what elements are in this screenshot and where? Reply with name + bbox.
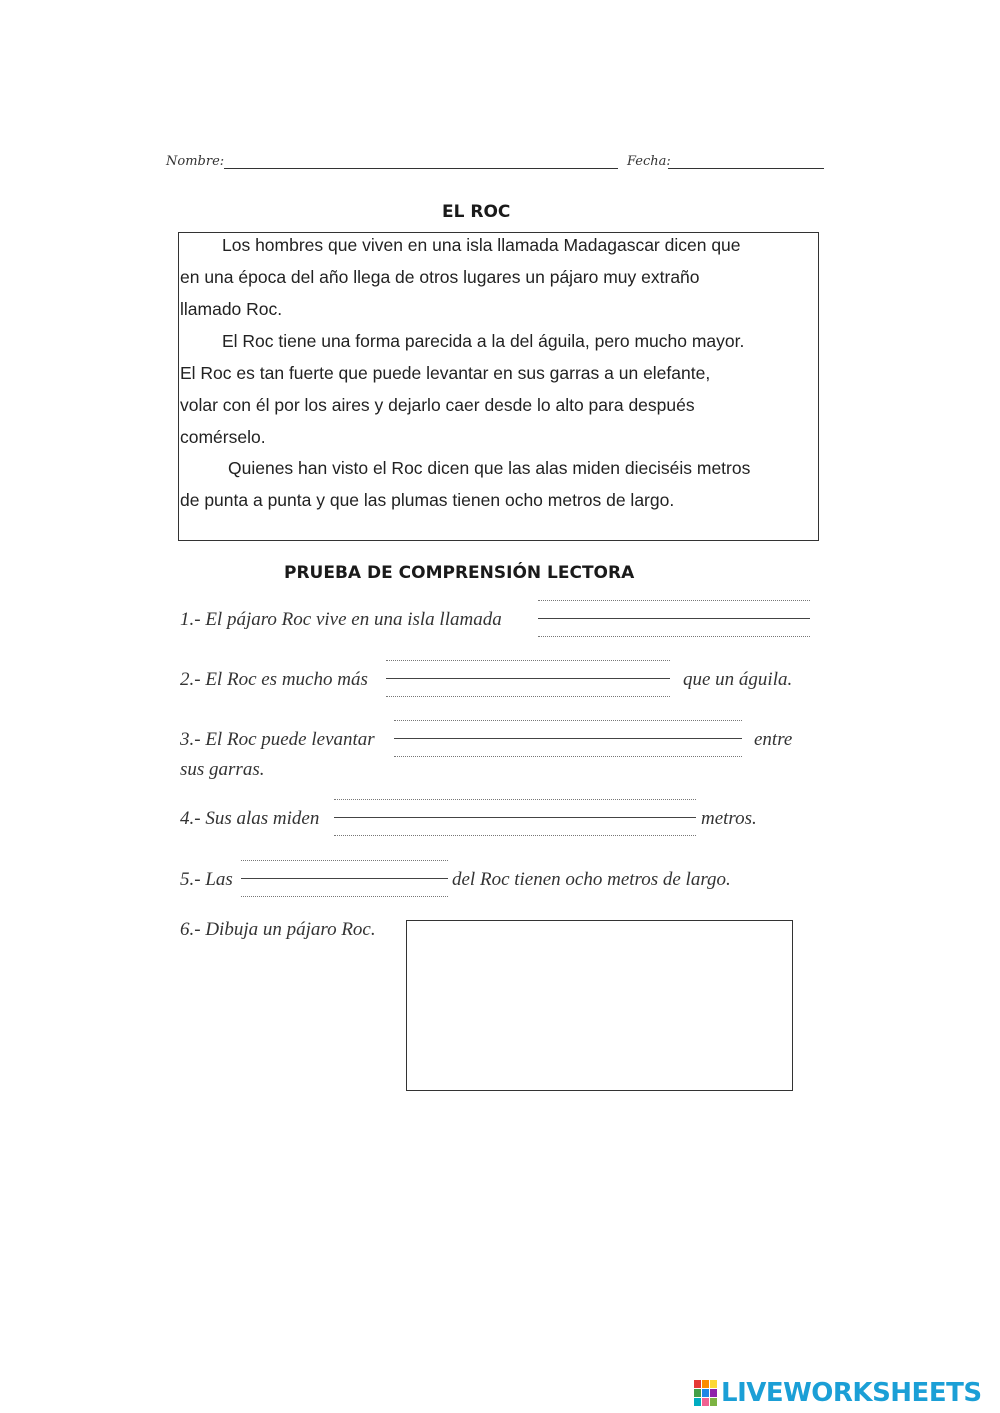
story-line: llamado Roc.	[180, 299, 283, 319]
logo-square	[710, 1398, 717, 1406]
logo-square	[702, 1389, 709, 1397]
liveworksheets-logo	[694, 1376, 982, 1410]
logo-square	[694, 1389, 701, 1397]
story-line: volar con él por los aires y dejarlo caer desde lo alto para después	[180, 395, 695, 415]
question-2-end: que un águila.	[683, 669, 793, 690]
logo-square	[710, 1380, 717, 1388]
logo-square	[702, 1398, 709, 1406]
question-4: 4.- Sus alas miden	[180, 808, 320, 829]
logo-icon	[694, 1380, 717, 1406]
question-3-end: entre	[754, 729, 793, 750]
date-field[interactable]	[668, 168, 824, 169]
name-field[interactable]	[224, 168, 618, 169]
story-line: Quienes han visto el Roc dicen que las alas miden dieciséis metros	[228, 458, 751, 478]
question-6: 6.- Dibuja un pájaro Roc.	[180, 919, 376, 940]
story-line: El Roc tiene una forma parecida a la del águila, pero mucho mayor.	[222, 331, 745, 351]
answer-3-field[interactable]	[394, 720, 742, 758]
story-line: comérselo.	[180, 427, 266, 447]
answer-2-field[interactable]	[386, 660, 670, 698]
logo-square	[702, 1380, 709, 1388]
date-label: Fecha:	[627, 154, 671, 169]
question-2: 2.- El Roc es mucho más	[180, 669, 368, 690]
answer-4-field[interactable]	[334, 799, 696, 837]
story-line: El Roc es tan fuerte que puede levantar en sus garras a un elefante,	[180, 363, 711, 383]
logo-square	[694, 1398, 701, 1406]
question-1: 1.- El pájaro Roc vive en una isla llamada	[180, 609, 502, 630]
logo-square	[694, 1380, 701, 1388]
drawing-box[interactable]	[406, 920, 793, 1091]
story-title: EL ROC	[442, 202, 511, 222]
story-line: Los hombres que viven en una isla llamada Madagascar dicen que	[222, 235, 741, 255]
question-5-end: del Roc tienen ocho metros de largo.	[452, 869, 731, 890]
brand-name: LIVEWORKSHEETS	[721, 1378, 982, 1408]
quiz-title: PRUEBA DE COMPRENSIÓN LECTORA	[284, 563, 635, 583]
logo-square	[710, 1389, 717, 1397]
answer-1-field[interactable]	[538, 600, 810, 638]
story-line: de punta a punta y que las plumas tienen ocho metros de largo.	[180, 490, 675, 510]
question-4-end: metros.	[701, 808, 757, 829]
story-line: en una época del año llega de otros lugares un pájaro muy extraño	[180, 267, 700, 287]
question-5: 5.- Las	[180, 869, 233, 890]
question-3: 3.- El Roc puede levantar	[180, 729, 375, 750]
answer-5-field[interactable]	[241, 860, 448, 898]
question-3-cont: sus garras.	[180, 759, 265, 780]
name-label: Nombre:	[166, 154, 225, 169]
